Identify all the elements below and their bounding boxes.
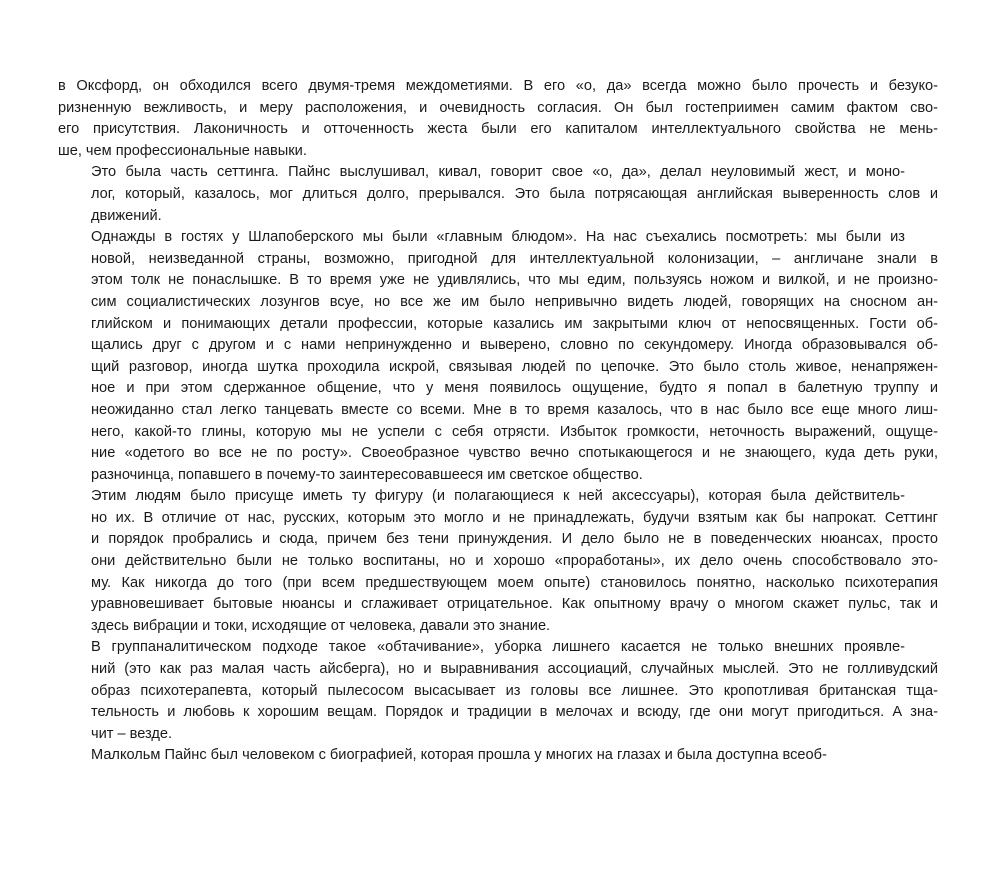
document-page <box>58 76 938 767</box>
text-line: му. Как никогда до того (при всем предшествующем моем опыте) становилось понятно, насколько психотерапия <box>91 574 938 591</box>
text-line: разночинца, попавшего в почему-то заинтересовавшееся им светское общество. <box>91 466 643 483</box>
text-line: Однажды в гостях у Шлапоберского мы были «главным блюдом». На нас съехались посмотреть: мы были из <box>91 229 905 246</box>
text-line: ное и при этом сдержанное общение, что у меня появилось ощущение, будто я попал в балетную труппу и <box>91 380 938 397</box>
text-line: глийском и понимающих детали профессии, которые казались им закрытыми ключ от непосвященных. Гости об- <box>91 315 938 332</box>
text-line: чит – везде. <box>91 725 173 742</box>
text-line: В группаналитическом подходе такое «обтачивание», уборка лишнего касается не только внешних проявле- <box>91 639 905 656</box>
text-line: Это была часть сеттинга. Пайнс выслушивал, кивал, говорит свое «о, да», делал неуловимый жест, и моно- <box>91 164 905 181</box>
paragraph <box>58 637 938 745</box>
text-line: уравновешивает бытовые нюансы и сглаживает отрицательное. Как опытному врачу о многом скажет пульс, так и <box>91 596 938 613</box>
text-line: его присутствия. Лаконичность и отточенность жеста были его капиталом интеллектуального свойства не мень- <box>58 121 938 138</box>
text-line: него, какой-то глины, которую мы не успели с себя отрясти. Избыток громкости, неточность выражений, ощуще- <box>91 423 938 440</box>
paragraph <box>58 227 938 486</box>
text-line: и порядок пробрались и сюда, причем без тени принуждения. И дело было не в поведенческих нюансах, просто <box>91 531 938 548</box>
text-line: ше, чем профессиональные навыки. <box>58 142 307 159</box>
text-line: новой, неизведанной страны, возможно, пригодной для интеллектуальной колонизации, – англичане знали в <box>91 250 938 267</box>
text-line: ний (это как раз малая часть айсберга), но и выравнивания ассоциаций, случайных мыслей. Это не голливудский <box>91 661 938 678</box>
text-line: ризненную вежливость, и меру расположения, и очевидность согласия. Он был гостеприимен самим фактом сво- <box>58 99 938 116</box>
text-line: тельность и любовь к хорошим вещам. Порядок и традиции в мелочах и всюду, где они могут пригодиться. А зна- <box>91 704 938 721</box>
paragraph <box>58 76 938 162</box>
text-line: этом толк не понаслышке. В то время уже не удивлялись, что мы едим, пользуясь ножом и вилкой, и не произно- <box>91 272 938 289</box>
paragraph <box>58 162 938 227</box>
text-line: Малкольм Пайнс был человеком с биографией, которая прошла у многих на глазах и была доступна всеоб- <box>91 747 827 764</box>
text-line: образ психотерапевта, который пылесосом высасывает из головы все лишнее. Это кропотливая британская тща- <box>91 682 938 699</box>
paragraph <box>58 486 938 637</box>
text-line: сим социалистических лозунгов всуе, но все же им было непривычно видеть людей, говорящих на сносном ан- <box>91 293 938 310</box>
text-line: щий разговор, иногда шутка проходила искрой, связывая людей по цепочке. Это было столь живое, ненапряжен- <box>91 358 938 375</box>
paragraph <box>58 745 938 767</box>
text-line: ние «одетого во все не по росту». Своеобразное чувство вечно спотыкающегося и не знающего, куда деть руки, <box>91 445 938 462</box>
text-line: движений. <box>91 207 162 224</box>
text-line: здесь вибрации и токи, исходящие от человека, давали это знание. <box>91 617 551 634</box>
text-line: Этим людям было присуще иметь ту фигуру (и полагающиеся к ней аксессуары), которая была действитель- <box>91 488 905 505</box>
text-line: в Оксфорд, он обходился всего двумя-тремя междометиями. В его «о, да» всегда можно было прочесть и безуко- <box>58 78 938 94</box>
text-line: лог, который, казалось, мог длиться долго, прерывался. Это была потрясающая английская выверенность слов и <box>91 185 938 202</box>
text-line: неожиданно стал легко танцевать вместе со всеми. Мне в то время казалось, что в нас было все еще много лиш- <box>91 401 938 418</box>
text-line: щались друг с другом и с нами непринужденно и выверено, словно по секундомеру. Иногда образовывался об- <box>91 337 938 354</box>
text-line: они действительно были не только воспитаны, но и хорошо «проработаны», их дело очень способствовало это- <box>91 553 938 570</box>
text-line: но их. В отличие от нас, русских, которым это могло и не принадлежать, будучи взятым как бы напрокат. Сеттинг <box>91 509 938 526</box>
